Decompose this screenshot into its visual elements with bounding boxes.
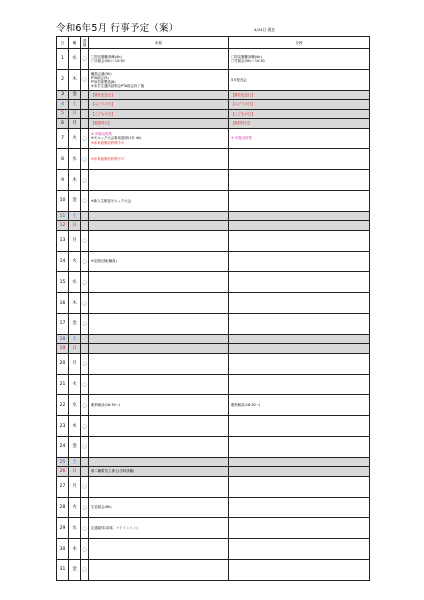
table-row bbox=[57, 353, 370, 374]
main-school-cell bbox=[89, 344, 229, 354]
main-school-cell bbox=[89, 90, 229, 100]
branch-school-cell bbox=[229, 374, 370, 395]
header-weekday: 曜 bbox=[69, 37, 81, 49]
clean-mark-cell: 〇 bbox=[81, 128, 89, 149]
event-text: 第二種電気工事士(学科試験) bbox=[91, 469, 135, 474]
table-row bbox=[57, 416, 370, 437]
clean-mark-cell bbox=[81, 457, 89, 467]
clean-mark-cell: 〇 bbox=[81, 272, 89, 293]
weekday-cell: 火 bbox=[69, 374, 81, 395]
weekday-cell: 金 bbox=[69, 559, 81, 580]
day-cell: 29 bbox=[57, 518, 69, 539]
clean-mark-cell: 〇 bbox=[81, 436, 89, 457]
schedule-table bbox=[56, 36, 370, 581]
clean-mark-cell bbox=[81, 100, 89, 110]
weekday-cell: 月 bbox=[69, 476, 81, 497]
clean-mark-cell bbox=[81, 211, 89, 221]
weekday-cell: 月 bbox=[69, 230, 81, 251]
weekday-cell: 木 bbox=[69, 539, 81, 560]
day-cell: 23 bbox=[57, 416, 69, 437]
day-cell: 11 bbox=[57, 211, 69, 221]
event-text: 【憲法記念日】 bbox=[231, 92, 255, 97]
main-school-cell bbox=[89, 221, 229, 231]
event-text: 【憲法記念日】 bbox=[91, 92, 115, 97]
branch-school-cell bbox=[229, 211, 370, 221]
weekday-cell: 土 bbox=[69, 211, 81, 221]
table-row bbox=[57, 221, 370, 231]
main-school-cell bbox=[89, 518, 229, 539]
main-school-cell bbox=[89, 230, 229, 251]
weekday-cell: 水 bbox=[69, 518, 81, 539]
clean-mark-cell: 〇 bbox=[81, 149, 89, 170]
weekday-cell: 金 bbox=[69, 90, 81, 100]
event-text: 【こどもの日】 bbox=[91, 111, 115, 116]
main-school-cell bbox=[89, 251, 229, 272]
table-row bbox=[57, 272, 370, 293]
branch-school-cell bbox=[229, 353, 370, 374]
day-cell: 20 bbox=[57, 353, 69, 374]
clean-mark-cell: 〇 bbox=[81, 476, 89, 497]
main-school-cell bbox=[89, 539, 229, 560]
weekday-cell: 水 bbox=[69, 272, 81, 293]
event-text: ※体育館開放時間不可 bbox=[91, 140, 125, 145]
event-text: 〇防災避難訓練(4h) bbox=[231, 54, 262, 59]
event-text: 眼科検診(16:30～) bbox=[231, 403, 261, 408]
header-branch-school: 分校 bbox=[229, 37, 370, 49]
table-row bbox=[57, 69, 370, 90]
date-note: 4/24日 現在 bbox=[254, 27, 276, 32]
main-school-cell bbox=[89, 436, 229, 457]
weekday-cell: 火 bbox=[69, 128, 81, 149]
weekday-cell: 土 bbox=[69, 457, 81, 467]
day-cell: 28 bbox=[57, 497, 69, 518]
branch-school-cell bbox=[229, 69, 370, 90]
table-row bbox=[57, 211, 370, 221]
branch-school-cell bbox=[229, 395, 370, 416]
clean-mark-cell: 〇 bbox=[81, 230, 89, 251]
event-text: PTA学級懇談(6) bbox=[91, 79, 116, 84]
event-text: 〇学級会(5h)～15:30 bbox=[231, 58, 265, 63]
weekday-cell: 金 bbox=[69, 190, 81, 211]
table-row bbox=[57, 190, 370, 211]
day-cell: 13 bbox=[57, 230, 69, 251]
table-row bbox=[57, 467, 370, 477]
schedule-body bbox=[57, 49, 370, 581]
table-row bbox=[57, 170, 370, 191]
weekday-cell: 木 bbox=[69, 69, 81, 90]
weekday-cell: 火 bbox=[69, 251, 81, 272]
branch-school-cell bbox=[229, 221, 370, 231]
branch-school-cell bbox=[229, 230, 370, 251]
header-day: 日 bbox=[57, 37, 69, 49]
table-row bbox=[57, 119, 370, 129]
clean-mark-cell: 〇 bbox=[81, 518, 89, 539]
header-row bbox=[57, 37, 370, 49]
table-row bbox=[57, 374, 370, 395]
header-main-school: 本校 bbox=[89, 37, 229, 49]
clean-mark-cell: 〇 bbox=[81, 313, 89, 334]
day-cell: 17 bbox=[57, 313, 69, 334]
branch-school-cell bbox=[229, 436, 370, 457]
branch-school-cell bbox=[229, 251, 370, 272]
clean-mark-cell: 〇 bbox=[81, 539, 89, 560]
event-text: ※新入生歓迎モルック大会 bbox=[91, 198, 132, 203]
clean-mark-cell: 〇 bbox=[81, 353, 89, 374]
main-school-cell bbox=[89, 170, 229, 191]
table-row bbox=[57, 251, 370, 272]
event-text: ※未学生通所説明会PTA総会終了後 bbox=[91, 83, 145, 88]
day-cell: 19 bbox=[57, 344, 69, 354]
day-cell: 12 bbox=[57, 221, 69, 231]
day-cell: 25 bbox=[57, 457, 69, 467]
branch-school-cell bbox=[229, 559, 370, 580]
clean-mark-cell: 〇 bbox=[81, 49, 89, 70]
branch-school-cell bbox=[229, 109, 370, 119]
event-text: 【こどもの日】 bbox=[231, 111, 255, 116]
event-text: 定通総体(卓球、バドミントン) bbox=[91, 526, 138, 531]
event-text: ※定期点検(職員) bbox=[91, 259, 117, 264]
clean-mark-cell bbox=[81, 109, 89, 119]
main-school-cell bbox=[89, 293, 229, 314]
weekday-cell: 水 bbox=[69, 49, 81, 70]
branch-school-cell bbox=[229, 497, 370, 518]
day-cell: 5 bbox=[57, 109, 69, 119]
event-text: 【振替休日】 bbox=[231, 121, 252, 126]
table-row bbox=[57, 109, 370, 119]
branch-school-cell bbox=[229, 539, 370, 560]
day-cell: 26 bbox=[57, 467, 69, 477]
day-cell: 21 bbox=[57, 374, 69, 395]
branch-school-cell bbox=[229, 49, 370, 70]
day-cell: 16 bbox=[57, 293, 69, 314]
event-text: PTA総会(5) bbox=[91, 75, 109, 80]
clean-mark-cell: 〇 bbox=[81, 69, 89, 90]
branch-school-cell bbox=[229, 518, 370, 539]
day-cell: 8 bbox=[57, 149, 69, 170]
day-cell: 3 bbox=[57, 90, 69, 100]
main-school-cell bbox=[89, 497, 229, 518]
weekday-cell: 日 bbox=[69, 221, 81, 231]
table-row bbox=[57, 497, 370, 518]
event-text: 〇防災避難訓練(4h) bbox=[91, 54, 122, 59]
branch-school-cell bbox=[229, 293, 370, 314]
event-text: 眼科検診(16:30～) bbox=[91, 403, 121, 408]
table-row bbox=[57, 90, 370, 100]
day-cell: 1 bbox=[57, 49, 69, 70]
main-school-cell bbox=[89, 559, 229, 580]
day-cell: 31 bbox=[57, 559, 69, 580]
main-school-cell bbox=[89, 119, 229, 129]
weekday-cell: 火 bbox=[69, 497, 81, 518]
day-cell: 18 bbox=[57, 334, 69, 344]
weekday-cell: 月 bbox=[69, 119, 81, 129]
branch-school-cell bbox=[229, 170, 370, 191]
table-row bbox=[57, 334, 370, 344]
weekday-cell: 日 bbox=[69, 467, 81, 477]
main-school-cell bbox=[89, 49, 229, 70]
event-text: 職員会議(3h) bbox=[91, 71, 112, 76]
weekday-cell: 日 bbox=[69, 344, 81, 354]
table-row bbox=[57, 128, 370, 149]
event-text: 生徒総会(6h) bbox=[91, 505, 112, 510]
weekday-cell: 月 bbox=[69, 353, 81, 374]
table-row bbox=[57, 436, 370, 457]
day-cell: 9 bbox=[57, 170, 69, 191]
branch-school-cell bbox=[229, 190, 370, 211]
clean-mark-cell: 〇 bbox=[81, 416, 89, 437]
main-school-cell bbox=[89, 149, 229, 170]
clean-mark-cell: 〇 bbox=[81, 293, 89, 314]
branch-school-cell bbox=[229, 128, 370, 149]
day-cell: 15 bbox=[57, 272, 69, 293]
weekday-cell: 水 bbox=[69, 149, 81, 170]
event-text: ※ 市場出校集 bbox=[231, 136, 252, 141]
day-cell: 7 bbox=[57, 128, 69, 149]
main-school-cell bbox=[89, 100, 229, 110]
clean-mark-cell: 〇 bbox=[81, 497, 89, 518]
branch-school-cell bbox=[229, 457, 370, 467]
weekday-cell: 水 bbox=[69, 395, 81, 416]
branch-school-cell bbox=[229, 416, 370, 437]
header-clean: 清掃 bbox=[81, 37, 89, 49]
weekday-cell: 金 bbox=[69, 436, 81, 457]
clean-mark-cell bbox=[81, 334, 89, 344]
main-school-cell bbox=[89, 476, 229, 497]
day-cell: 30 bbox=[57, 539, 69, 560]
day-cell: 22 bbox=[57, 395, 69, 416]
weekday-cell: 日 bbox=[69, 109, 81, 119]
table-row bbox=[57, 476, 370, 497]
weekday-cell: 木 bbox=[69, 293, 81, 314]
main-school-cell bbox=[89, 190, 229, 211]
table-row bbox=[57, 313, 370, 334]
main-school-cell bbox=[89, 313, 229, 334]
main-school-cell bbox=[89, 457, 229, 467]
main-school-cell bbox=[89, 395, 229, 416]
weekday-cell: 金 bbox=[69, 313, 81, 334]
branch-school-cell bbox=[229, 149, 370, 170]
branch-school-cell bbox=[229, 272, 370, 293]
branch-school-cell bbox=[229, 476, 370, 497]
event-text: ※体育館開放時間不可 bbox=[91, 157, 125, 162]
table-row bbox=[57, 100, 370, 110]
main-school-cell bbox=[89, 334, 229, 344]
day-cell: 2 bbox=[57, 69, 69, 90]
event-text: ※ 市場出校集 bbox=[91, 132, 112, 137]
table-row bbox=[57, 457, 370, 467]
table-row bbox=[57, 344, 370, 354]
day-cell: 4 bbox=[57, 100, 69, 110]
event-text: ※モルック大会事前説明(1年 4h) bbox=[91, 136, 142, 141]
clean-mark-cell: 〇 bbox=[81, 559, 89, 580]
table-row bbox=[57, 518, 370, 539]
main-school-cell bbox=[89, 69, 229, 90]
event-text: 5月校長会 bbox=[231, 77, 247, 82]
day-cell: 24 bbox=[57, 436, 69, 457]
clean-mark-cell bbox=[81, 119, 89, 129]
day-cell: 6 bbox=[57, 119, 69, 129]
main-school-cell bbox=[89, 416, 229, 437]
day-cell: 27 bbox=[57, 476, 69, 497]
main-school-cell bbox=[89, 109, 229, 119]
branch-school-cell bbox=[229, 90, 370, 100]
clean-mark-cell bbox=[81, 467, 89, 477]
day-cell: 14 bbox=[57, 251, 69, 272]
branch-school-cell bbox=[229, 313, 370, 334]
document-title: 令和6年5月 行事予定（案） bbox=[56, 23, 179, 34]
table-row bbox=[57, 395, 370, 416]
clean-mark-cell bbox=[81, 90, 89, 100]
weekday-cell: 木 bbox=[69, 170, 81, 191]
clean-mark-cell: 〇 bbox=[81, 374, 89, 395]
branch-school-cell bbox=[229, 467, 370, 477]
event-text: 【みどりの日】 bbox=[91, 102, 115, 107]
main-school-cell bbox=[89, 211, 229, 221]
event-text: 〇学級会(5h)～15:30 bbox=[91, 58, 125, 63]
table-row bbox=[57, 49, 370, 70]
branch-school-cell bbox=[229, 119, 370, 129]
main-school-cell bbox=[89, 353, 229, 374]
main-school-cell bbox=[89, 467, 229, 477]
clean-mark-cell: 〇 bbox=[81, 190, 89, 211]
table-row bbox=[57, 149, 370, 170]
table-row bbox=[57, 559, 370, 580]
weekday-cell: 木 bbox=[69, 416, 81, 437]
table-row bbox=[57, 293, 370, 314]
weekday-cell: 土 bbox=[69, 100, 81, 110]
event-text: 【振替休日】 bbox=[91, 121, 112, 126]
main-school-cell bbox=[89, 374, 229, 395]
clean-mark-cell bbox=[81, 344, 89, 354]
branch-school-cell bbox=[229, 100, 370, 110]
main-school-cell bbox=[89, 272, 229, 293]
main-school-cell bbox=[89, 128, 229, 149]
weekday-cell: 土 bbox=[69, 334, 81, 344]
table-row bbox=[57, 539, 370, 560]
clean-mark-cell: 〇 bbox=[81, 170, 89, 191]
clean-mark-cell: 〇 bbox=[81, 251, 89, 272]
branch-school-cell bbox=[229, 344, 370, 354]
branch-school-cell bbox=[229, 334, 370, 344]
clean-mark-cell bbox=[81, 221, 89, 231]
clean-mark-cell: 〇 bbox=[81, 395, 89, 416]
day-cell: 10 bbox=[57, 190, 69, 211]
event-text: 【みどりの日】 bbox=[231, 102, 255, 107]
table-row bbox=[57, 230, 370, 251]
